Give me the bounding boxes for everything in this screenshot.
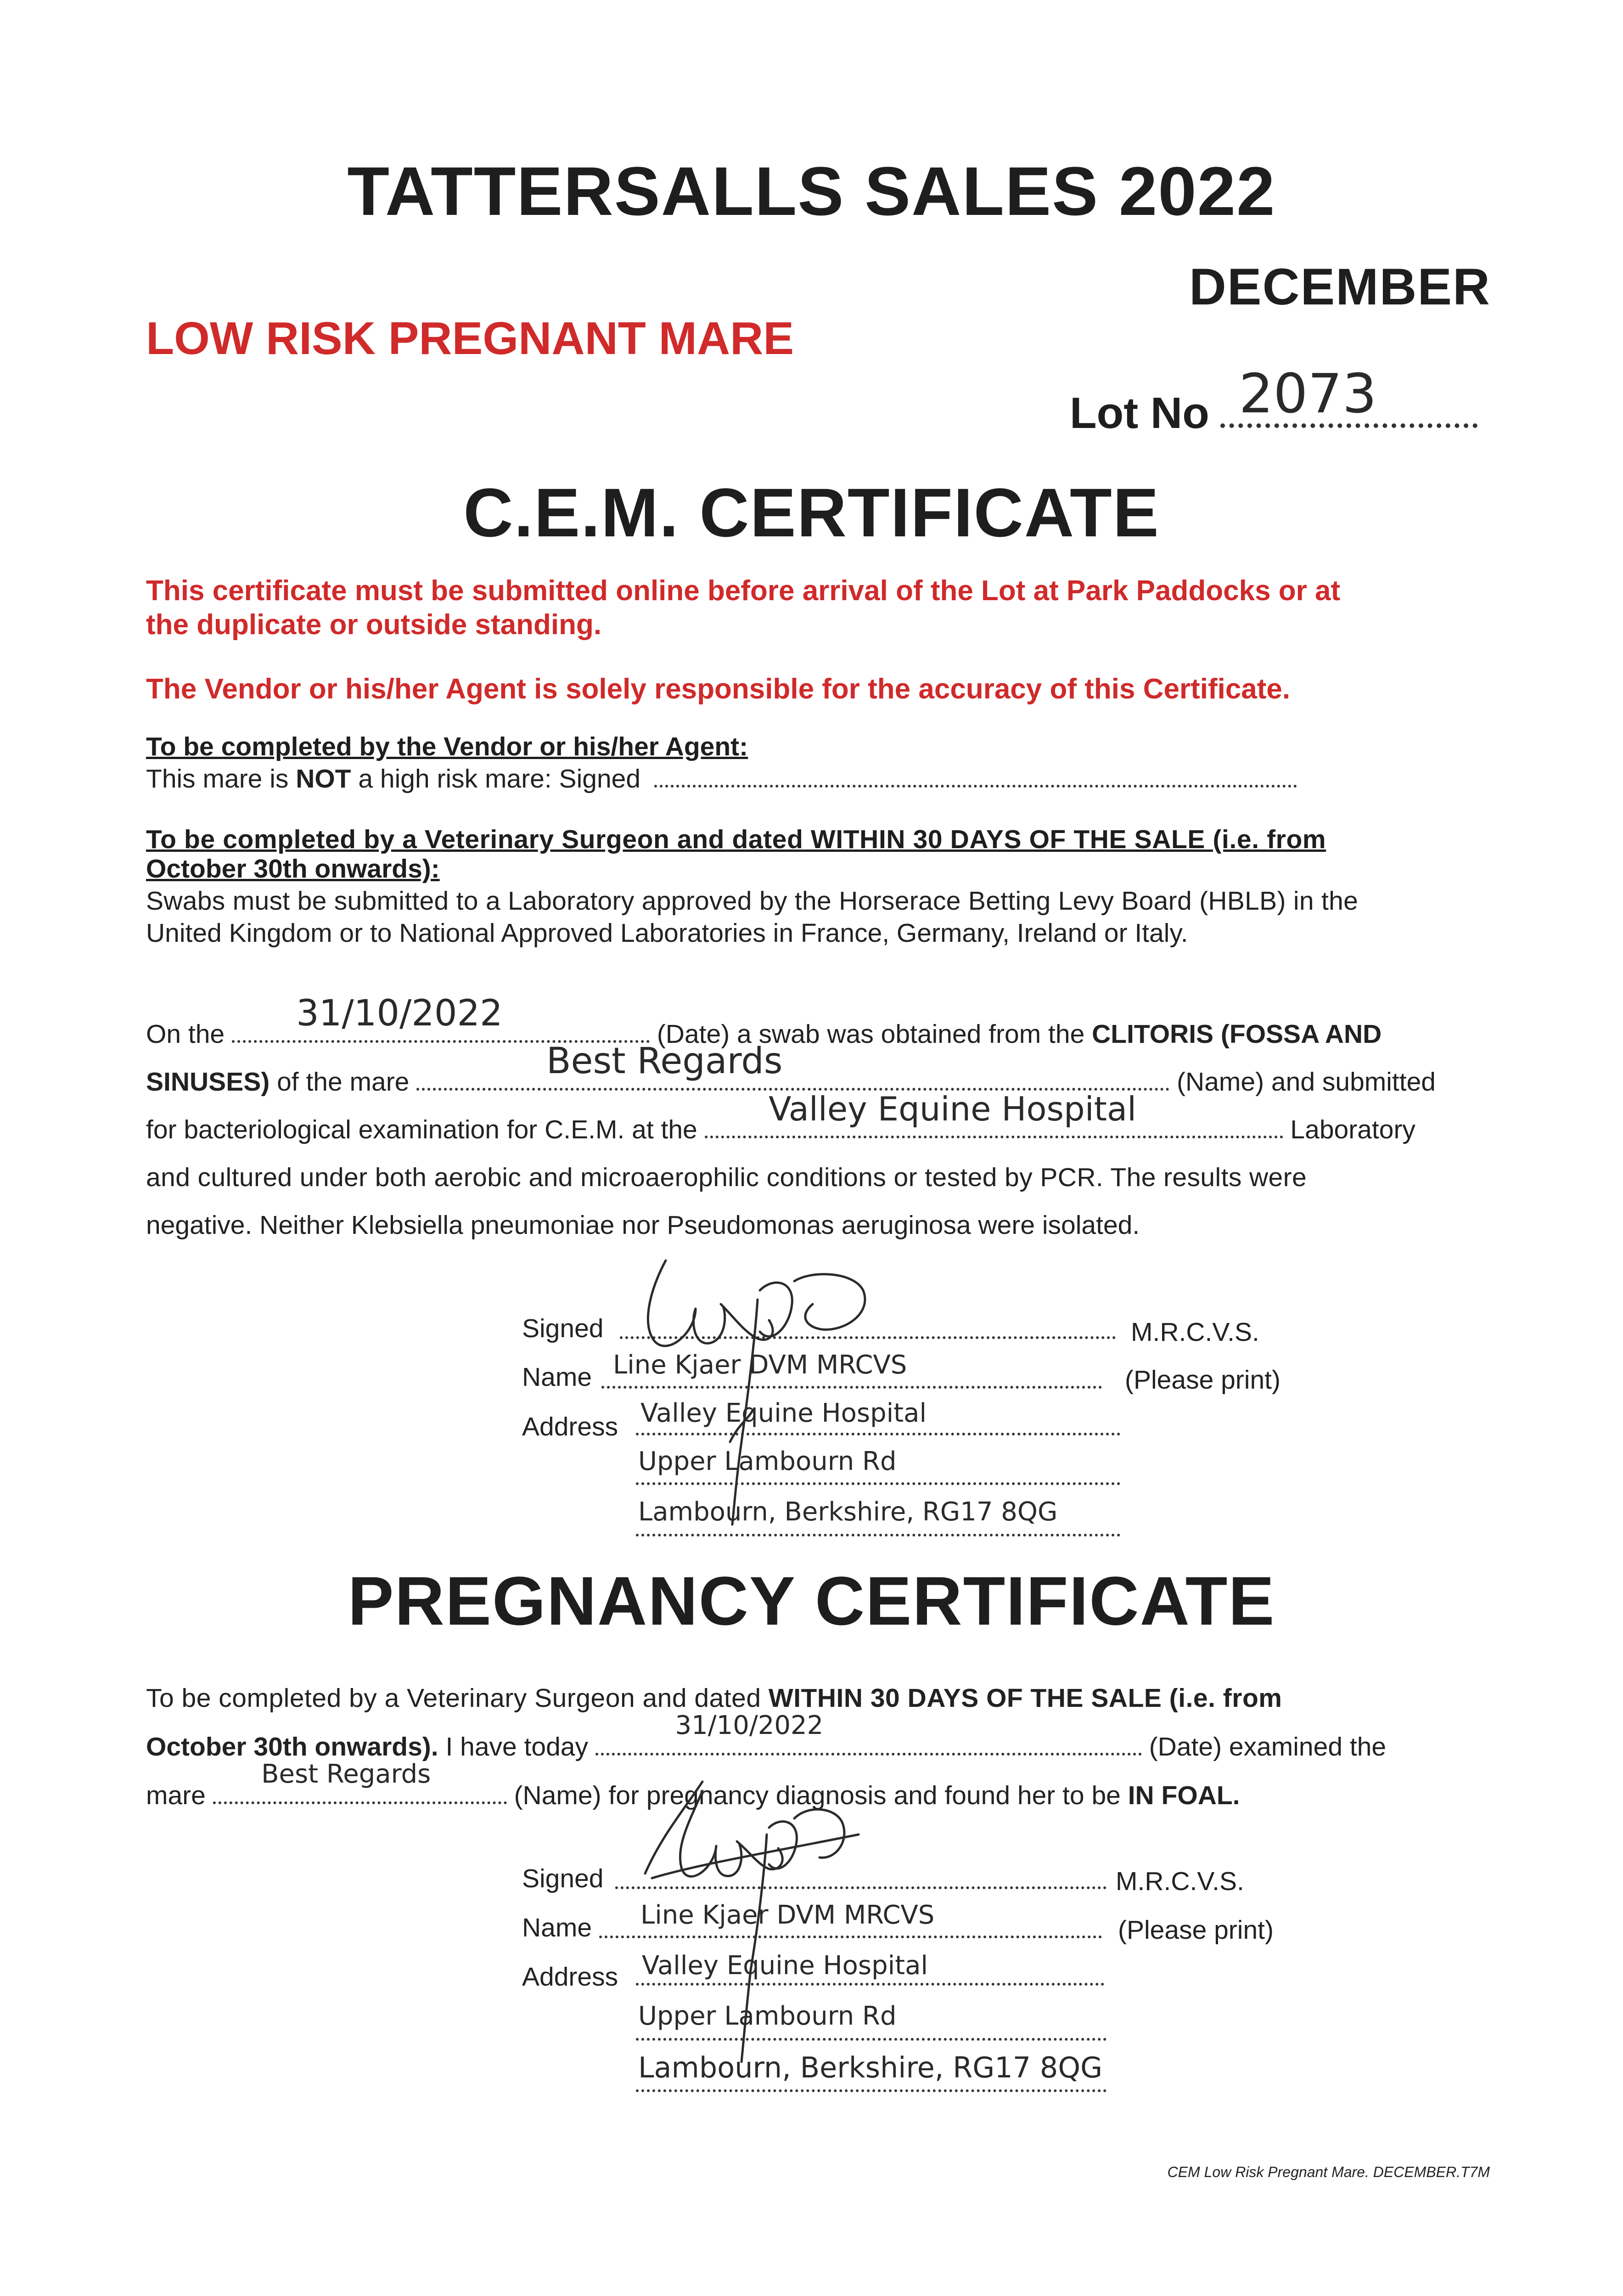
sale-month: DECEMBER — [1189, 258, 1491, 315]
pregnancy-date-field[interactable] — [595, 1711, 1142, 1756]
lot-number-value: 2073 — [1239, 362, 1377, 425]
responsibility-notice: The Vendor or his/her Agent is solely responsible for the accuracy of this Certificate. — [146, 673, 1291, 705]
vet-heading-line-2: October 30th onwards): — [146, 854, 440, 884]
swab-instructions-line-2: United Kingdom or to National Approved Laboratories in France, Germany, Ireland or Italy. — [146, 918, 1188, 948]
cem-certificate-title: C.E.M. CERTIFICATE — [463, 474, 1160, 551]
pregnancy-date-value: 31/10/2022 — [675, 1711, 824, 1740]
laboratory-value: Valley Equine Hospital — [769, 1090, 1137, 1128]
swab-date-value: 31/10/2022 — [296, 993, 503, 1034]
cem-signed-label: Signed — [522, 1314, 604, 1343]
pregnancy-name-label: Name — [522, 1913, 592, 1942]
pregnancy-handwritten-signature — [592, 1754, 891, 2076]
pregnancy-address-line-1: Valley Equine Hospital — [642, 1951, 928, 1981]
pregnancy-signed-label: Signed — [522, 1864, 604, 1893]
cem-address-label: Address — [522, 1412, 618, 1441]
pregnancy-mare-label: mare — [146, 1781, 206, 1810]
vendor-heading: To be completed by the Vendor or his/her Agent: — [146, 732, 748, 761]
vendor-declaration-signed-label: a high risk mare: Signed — [351, 764, 641, 793]
vet-heading-line-1: To be completed by a Veterinary Surgeon and dated WITHIN 30 DAYS OF THE SALE (i.e. from — [146, 825, 1326, 854]
examination-label: for bacteriological examination for C.E.M. at the — [146, 1115, 697, 1144]
swab-site-sinuses: SINUSES) — [146, 1067, 270, 1097]
laboratory-field[interactable] — [705, 1090, 1283, 1138]
cem-address-line-1: Valley Equine Hospital — [640, 1398, 927, 1428]
of-the-mare-label: of the mare — [270, 1067, 410, 1097]
vendor-section — [146, 729, 1297, 796]
pregnancy-certificate-title: PREGNANCY CERTIFICATE — [348, 1562, 1275, 1639]
pregnancy-address-label: Address — [522, 1962, 618, 1992]
vendor-declaration — [146, 761, 1297, 796]
pregnancy-intro-text: To be completed by a Veterinary Surgeon and dated — [146, 1683, 769, 1713]
pregnancy-october-30: October 30th onwards). — [146, 1732, 438, 1761]
cem-mrcvs-label: M.R.C.V.S. — [1131, 1317, 1259, 1347]
swab-instructions-line-1: Swabs must be submitted to a Laboratory approved by the Horserace Betting Levy Board (HBLB) in the — [146, 886, 1359, 916]
submission-notice-line-2: the duplicate or outside standing. — [146, 609, 602, 641]
pregnancy-examined-label: (Date) examined the — [1149, 1732, 1387, 1761]
lot-label: Lot No — [1070, 388, 1209, 438]
pregnancy-within-30-days: WITHIN 30 DAYS OF THE SALE (i.e. from — [768, 1683, 1282, 1713]
vet-section — [146, 822, 1489, 951]
submission-notice-line-1: This certificate must be submitted online before arrival of the Lot at Park Paddocks or at — [146, 575, 1341, 607]
name-and-submitted-label: (Name) and submitted — [1177, 1067, 1436, 1097]
submission-notice — [146, 574, 1340, 642]
pregnancy-mare-name-value: Best Regards — [261, 1759, 431, 1789]
pregnancy-please-print-label: (Please print) — [1118, 1915, 1274, 1945]
cem-handwritten-signature — [597, 1226, 900, 1538]
swab-site-text: CLITORIS (FOSSA AND — [1092, 1019, 1382, 1049]
pregnancy-mrcvs-label: M.R.C.V.S. — [1116, 1867, 1244, 1896]
form-reference-code: CEM Low Risk Pregnant Mare. DECEMBER.T7M — [1167, 2164, 1490, 2180]
page-title: TATTERSALLS SALES 2022 — [347, 152, 1276, 230]
certificate-category: LOW RISK PREGNANT MARE — [146, 313, 794, 364]
lot-number-dots — [1220, 362, 1477, 428]
mare-name-value: Best Regards — [546, 1041, 783, 1082]
cem-vet-name-value: Line Kjaer DVM MRCVS — [613, 1350, 907, 1380]
pregnancy-address-line-2: Upper Lambourn Rd — [638, 2001, 897, 2031]
cem-please-print-label: (Please print) — [1125, 1365, 1280, 1395]
vendor-signature-line[interactable] — [654, 765, 1297, 788]
pregnancy-mare-name-field[interactable] — [213, 1759, 507, 1804]
swab-date-after: (Date) a swab was obtained from the — [657, 1019, 1092, 1049]
cem-name-label: Name — [522, 1362, 592, 1392]
vendor-declaration-text: This mare is — [146, 764, 296, 793]
laboratory-line — [146, 1090, 1489, 1154]
swab-paragraph — [146, 993, 1489, 1249]
pregnancy-diagnosis-text: (Name) for pregnancy diagnosis and found her to be — [514, 1781, 1128, 1810]
laboratory-label: Laboratory — [1290, 1115, 1415, 1144]
lot-number-field — [1070, 362, 1477, 439]
cem-address-line-3: Lambourn, Berkshire, RG17 8QG — [638, 1497, 1058, 1527]
vendor-declaration-not: NOT — [296, 764, 351, 793]
pregnancy-have-today: I have today — [438, 1732, 588, 1761]
pregnancy-address-dots-3[interactable] — [636, 2085, 1106, 2092]
cultured-line: and cultured under both aerobic and microaerophilic conditions or tested by PCR. The results were — [146, 1163, 1307, 1192]
pregnancy-address-line-3: Lambourn, Berkshire, RG17 8QG — [638, 2051, 1103, 2084]
cem-address-line-2: Upper Lambourn Rd — [638, 1446, 897, 1476]
pregnancy-in-foal: IN FOAL. — [1128, 1781, 1240, 1810]
pregnancy-vet-name-value: Line Kjaer DVM MRCVS — [640, 1900, 935, 1930]
on-the-label: On the — [146, 1019, 225, 1049]
negative-results-line: negative. Neither Klebsiella pneumoniae nor Pseudomonas aeruginosa were isolated. — [146, 1210, 1140, 1240]
